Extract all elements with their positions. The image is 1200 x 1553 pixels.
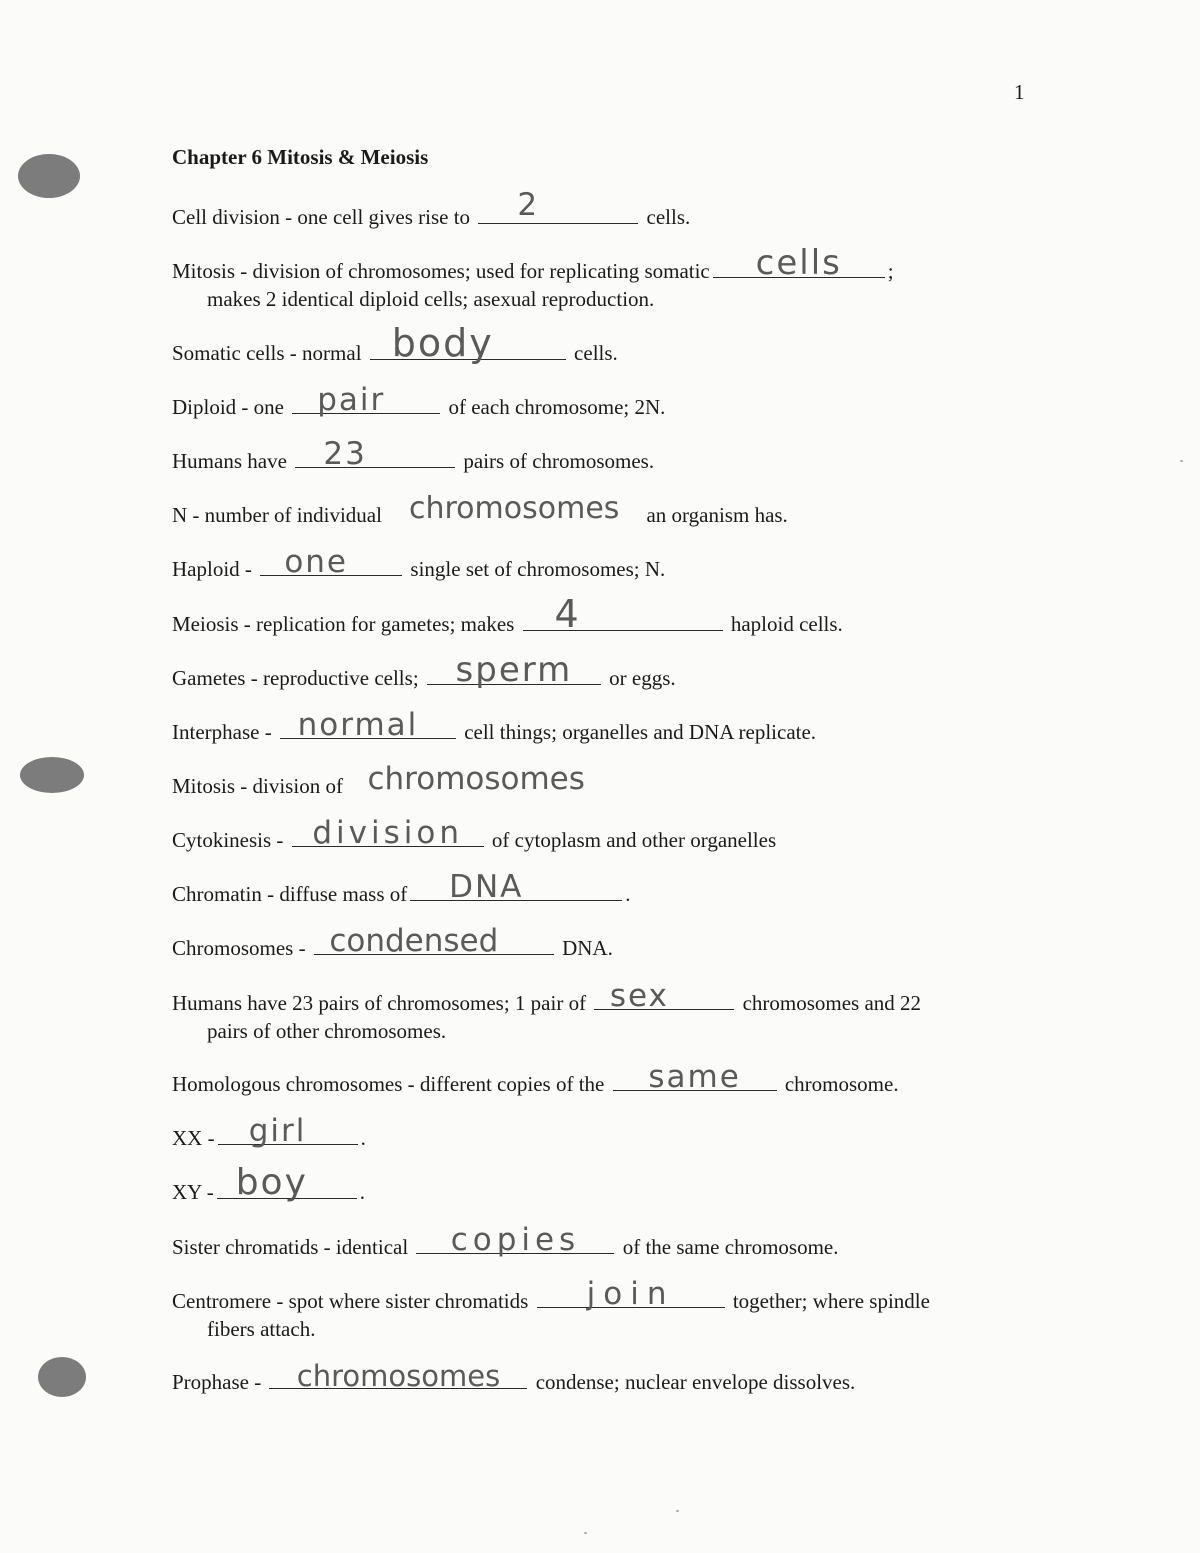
worksheet-line-mitosis-division — [172, 761, 604, 800]
answer-blank[interactable] — [478, 187, 638, 224]
answer-blank[interactable] — [390, 491, 638, 526]
worksheet-line-chromatin — [172, 869, 631, 908]
worksheet-line-interphase — [172, 707, 817, 746]
line-continuation: makes 2 identical diploid cells; asexual reproduction. — [207, 287, 655, 311]
answer-blank[interactable] — [523, 592, 723, 636]
line-suffix: together; where spindle — [732, 1289, 930, 1313]
handwritten-answer: DNA — [449, 869, 524, 905]
handwritten-answer: body — [391, 321, 494, 365]
line-prompt: XY - — [172, 1180, 214, 1204]
line-prompt: Chromosomes - — [172, 936, 306, 960]
answer-blank[interactable] — [351, 761, 601, 797]
line-prompt: Humans have 23 pairs of chromosomes; 1 pair of — [172, 991, 587, 1015]
handwritten-answer: pair — [317, 382, 386, 418]
worksheet-line-diploid — [172, 382, 666, 421]
line-suffix: haploid cells. — [730, 612, 843, 636]
line-suffix: cells. — [574, 341, 618, 365]
answer-blank[interactable] — [269, 1359, 527, 1393]
handwritten-answer: 4 — [554, 592, 581, 636]
line-prompt: Mitosis - division of chromosomes; used for replicating somatic — [172, 259, 710, 283]
line-continuation: pairs of other chromosomes. — [207, 1019, 447, 1043]
worksheet-line-somatic-cells — [172, 321, 618, 367]
line-prompt: Cell division - one cell gives rise to — [172, 205, 471, 229]
line-prompt: Sister chromatids - identical — [172, 1235, 409, 1259]
line-prompt: Chromatin - diffuse mass of — [172, 882, 408, 906]
handwritten-answer: copies — [450, 1222, 581, 1258]
line-suffix: or eggs. — [609, 666, 676, 690]
worksheet-line-xx — [172, 1113, 366, 1152]
line-prompt: Prophase - — [172, 1370, 262, 1394]
handwritten-answer: one — [284, 544, 348, 580]
answer-blank[interactable] — [410, 869, 622, 905]
answer-blank[interactable] — [713, 243, 885, 283]
handwritten-answer: sperm — [455, 650, 573, 690]
line-suffix: . — [625, 882, 631, 906]
answer-blank[interactable] — [292, 815, 484, 851]
line-suffix: . — [360, 1126, 366, 1150]
worksheet-line-haploid — [172, 544, 666, 583]
worksheet-line-sister-chromatids — [172, 1222, 839, 1261]
worksheet-line-centromere — [172, 1276, 930, 1343]
binder-hole — [38, 1357, 86, 1397]
answer-blank[interactable] — [260, 544, 402, 580]
handwritten-answer: girl — [248, 1113, 307, 1149]
line-suffix: . — [359, 1180, 366, 1204]
line-prompt: Humans have — [172, 449, 287, 473]
answer-blank[interactable] — [217, 1162, 357, 1203]
line-suffix: an organism has. — [646, 503, 788, 527]
handwritten-answer: join — [586, 1276, 675, 1312]
line-prompt: XX - — [172, 1126, 215, 1150]
line-suffix: pairs of chromosomes. — [463, 449, 655, 473]
line-prompt: N - number of individual — [172, 503, 382, 527]
worksheet-line-cell-division — [172, 187, 691, 231]
answer-blank[interactable] — [280, 707, 456, 743]
line-suffix: condense; nuclear envelope dissolves. — [535, 1370, 856, 1394]
binder-hole — [18, 154, 80, 198]
handwritten-answer: cells — [755, 243, 842, 283]
handwritten-answer: boy — [235, 1162, 308, 1203]
line-prompt: Gametes - reproductive cells; — [172, 666, 419, 690]
line-suffix: DNA. — [562, 936, 613, 960]
answer-blank[interactable] — [314, 923, 554, 959]
answer-blank[interactable] — [292, 382, 440, 418]
worksheet-line-xy — [172, 1162, 366, 1206]
answer-blank[interactable] — [416, 1222, 614, 1258]
handwritten-answer: chromosomes — [296, 1359, 501, 1393]
answer-blank[interactable] — [370, 321, 566, 365]
worksheet-line-sex-chromosomes — [172, 978, 922, 1045]
handwritten-answer: same — [648, 1059, 741, 1095]
answer-blank[interactable] — [295, 436, 455, 472]
line-prompt: Cytokinesis - — [172, 828, 284, 852]
line-suffix: cell things; organelles and DNA replicate. — [464, 720, 817, 744]
line-prompt: Interphase - — [172, 720, 272, 744]
line-prompt: Somatic cells - normal — [172, 341, 362, 365]
line-suffix: cells. — [646, 205, 691, 229]
answer-blank[interactable] — [427, 650, 601, 690]
handwritten-answer: chromosomes — [367, 761, 585, 797]
page-number: 1 — [1014, 80, 1025, 104]
answer-blank[interactable] — [218, 1113, 358, 1149]
line-suffix: single set of chromosomes; N. — [410, 557, 666, 581]
line-suffix: of each chromosome; 2N. — [448, 395, 666, 419]
worksheet-line-homologous — [172, 1059, 899, 1098]
line-suffix: ; — [887, 259, 894, 283]
line-suffix: of the same chromosome. — [622, 1235, 839, 1259]
line-prompt: Meiosis - replication for gametes; makes — [172, 612, 515, 636]
handwritten-answer: division — [312, 815, 463, 851]
worksheet-line-mitosis — [172, 243, 894, 313]
line-prompt: Diploid - one — [172, 395, 284, 419]
line-continuation: fibers attach. — [207, 1317, 316, 1341]
handwritten-answer: chromosomes — [409, 491, 620, 526]
answer-blank[interactable] — [613, 1059, 777, 1095]
line-suffix: chromosome. — [784, 1072, 899, 1096]
worksheet-line-meiosis — [172, 592, 843, 638]
answer-blank[interactable] — [594, 978, 734, 1014]
line-prompt: Centromere - spot where sister chromatids — [172, 1289, 529, 1313]
scan-speck — [1180, 460, 1183, 462]
worksheet-line-prophase — [172, 1359, 856, 1396]
line-prompt: Haploid - — [172, 557, 252, 581]
scan-speck — [584, 1532, 587, 1534]
worksheet-line-cytokinesis — [172, 815, 777, 854]
line-prompt: Homologous chromosomes - different copies of the — [172, 1072, 605, 1096]
worksheet-title: Chapter 6 Mitosis & Meiosis — [172, 145, 429, 169]
line-suffix: chromosomes and 22 — [742, 991, 922, 1015]
worksheet-line-chromosomes — [172, 923, 613, 962]
answer-blank[interactable] — [537, 1276, 725, 1312]
line-suffix: of cytoplasm and other organelles — [491, 828, 777, 852]
handwritten-answer: condensed — [329, 923, 499, 959]
worksheet-line-n-number — [172, 491, 788, 529]
worksheet-line-humans-pairs — [172, 436, 655, 475]
worksheet-line-gametes — [172, 650, 676, 692]
line-prompt: Mitosis - division of — [172, 774, 343, 798]
handwritten-answer: normal — [297, 707, 419, 743]
scan-speck — [676, 1510, 679, 1512]
handwritten-answer: 23 — [323, 436, 367, 472]
handwritten-answer: sex — [609, 978, 669, 1014]
handwritten-answer: 2 — [517, 187, 540, 223]
binder-hole — [20, 757, 84, 793]
